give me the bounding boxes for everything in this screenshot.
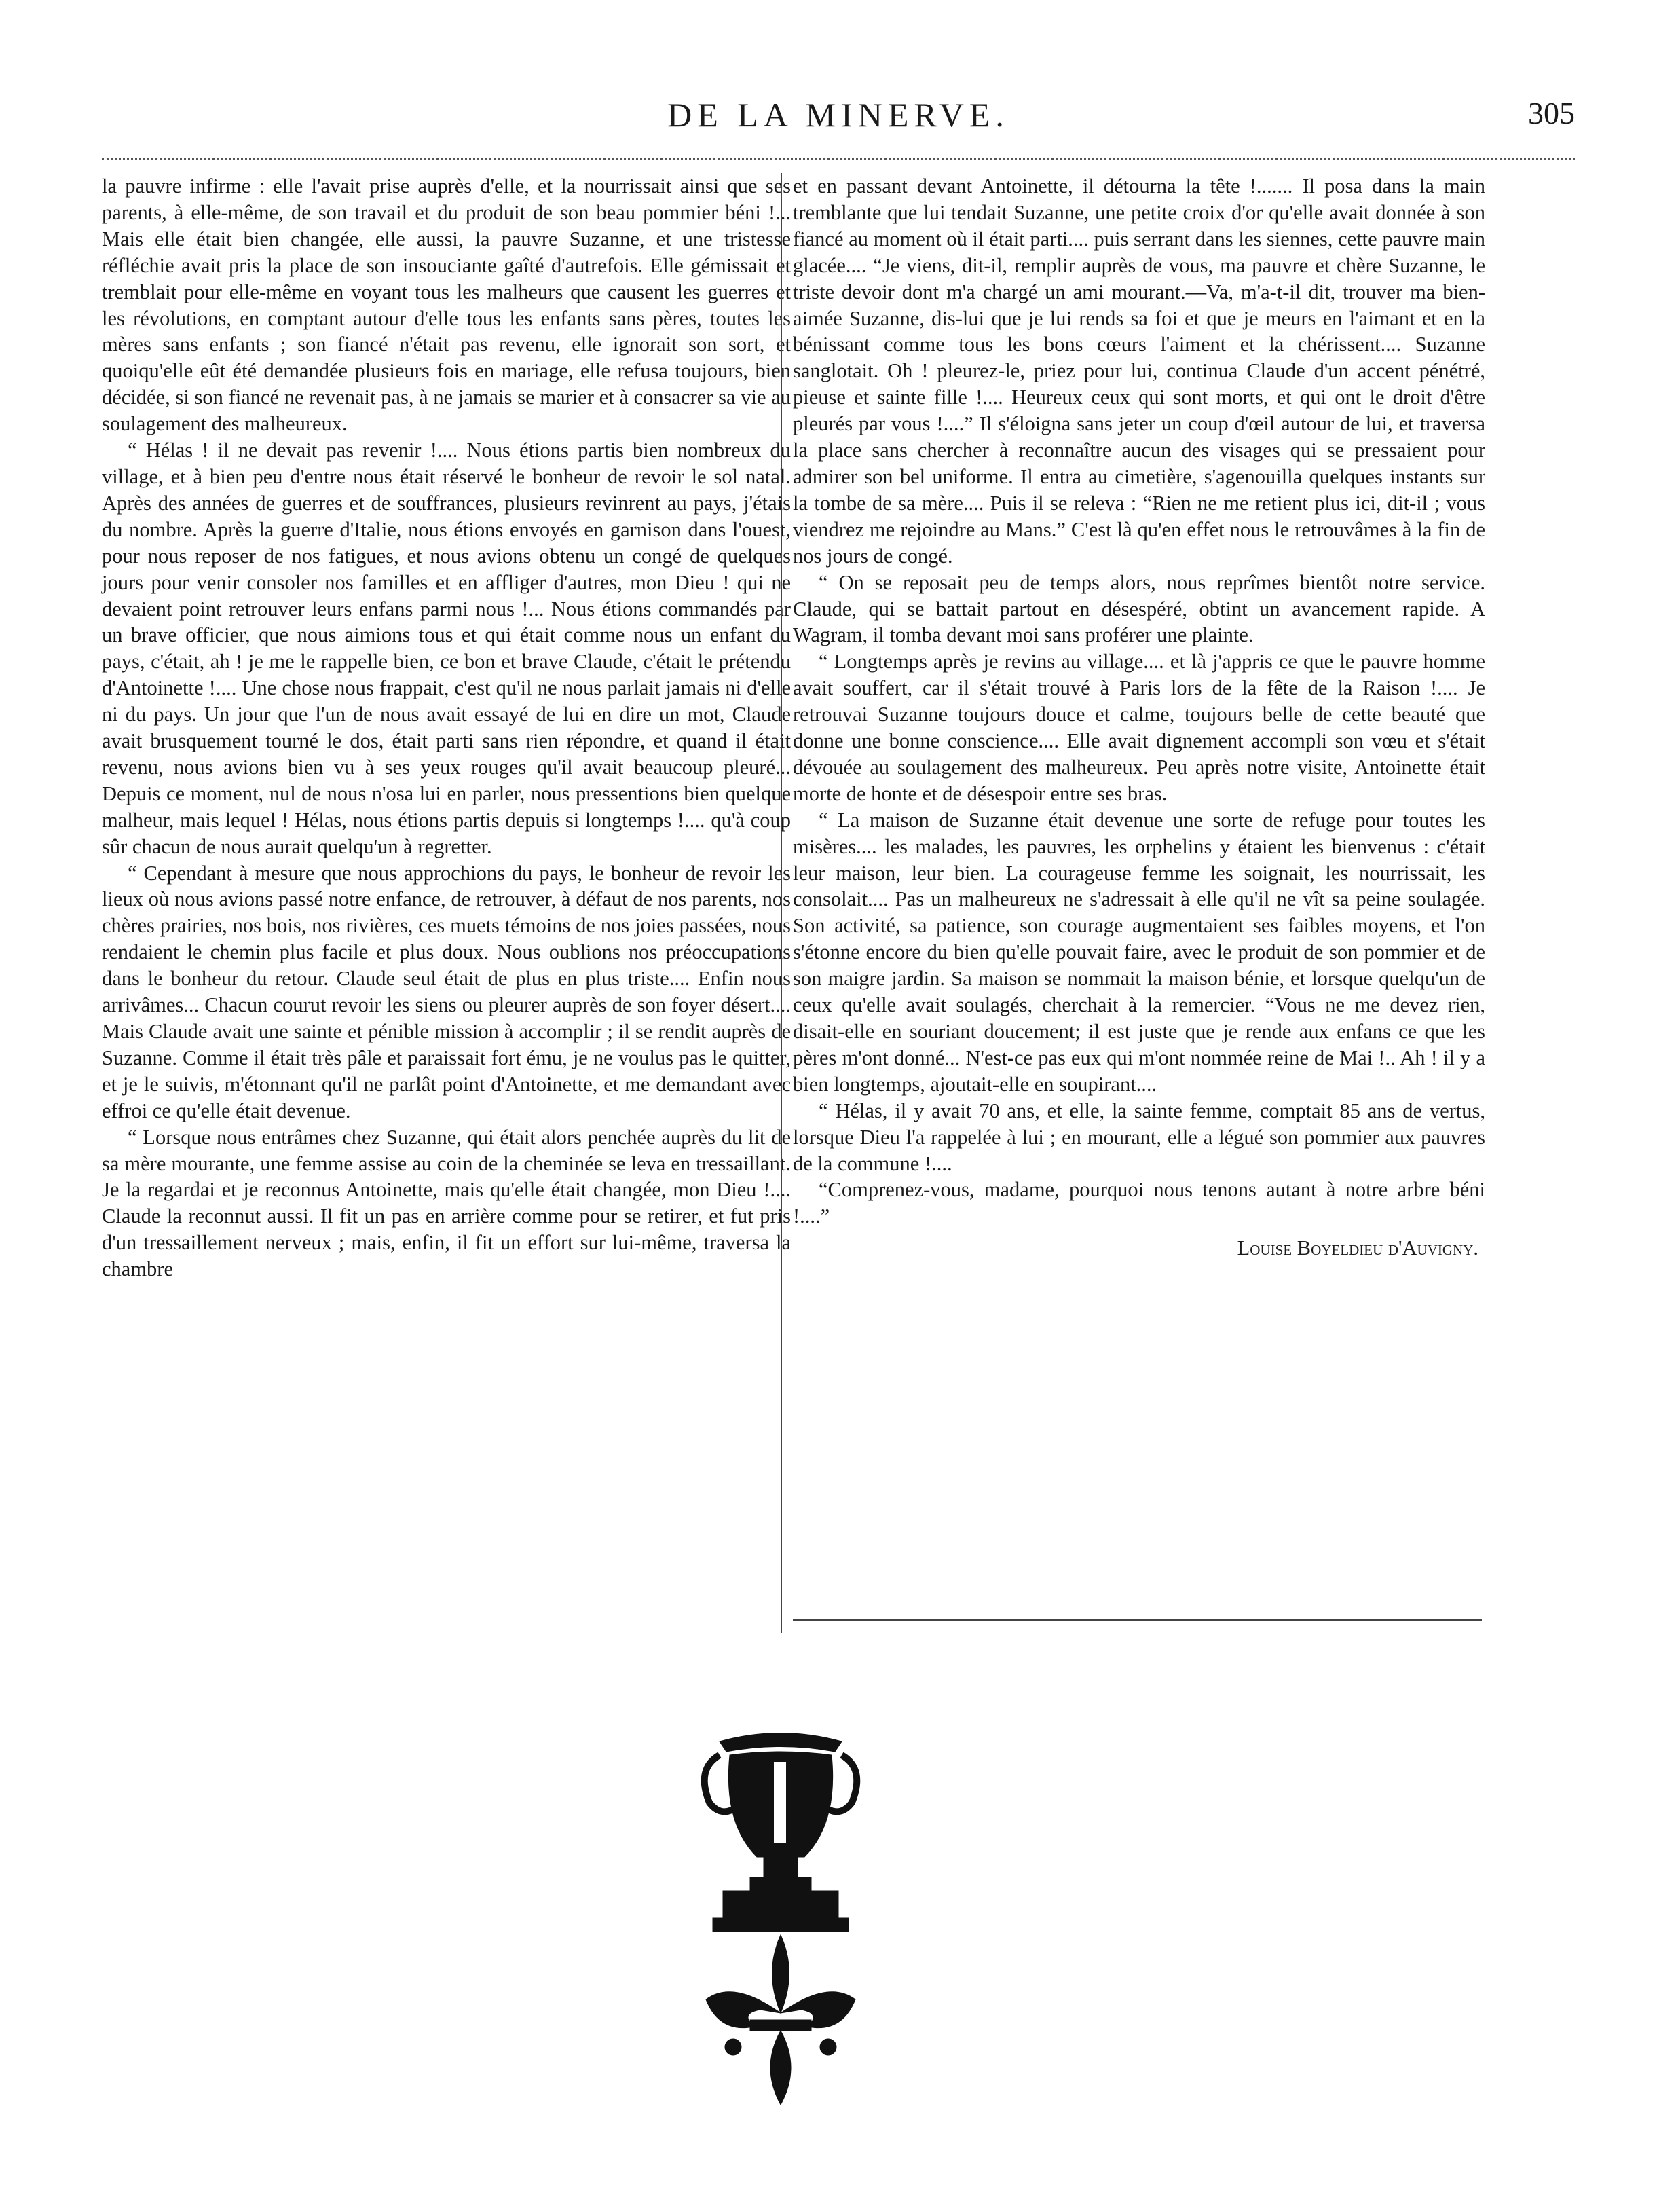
paragraph: “ Hélas ! il ne devait pas revenir !.... Nous étions partis bien nombreux du village, et à bien peu d'entre nous était réservé le bonheur de revoir le sol natal. Après des années de guerres et de souffrances, plusieurs revinrent au pays, j'étais du nombre. Après la guerre d'Italie, nous étions envoyés en garnison dans l'ouest, pour nous reposer de nos fatigues, et nous avions obtenu un congé de quelques jours pour venir consoler nos familles et en affliger d'autres, mon Dieu ! qui ne devaient point retrouver leurs enfans parmi nous !... Nous étions commandés par un brave officier, que nous aimions tous et qui était comme nous un enfant du pays, c'était, ah ! je me le rappelle bien, ce bon et brave Claude, c'était le prétendu d'Antoinette !.... Une chose nous frappait, c'est qu'il ne nous parlait jamais ni d'elle ni du pays. Un jour que l'un de nous avait essayé de lui en dire un mot, Claude avait brusquement tourné le dos, était parti sans rien répondre, et quand il était revenu, nous avions bien vu à ses yeux rouges qu'il avait beaucoup pleuré... Depuis ce moment, nul de nous n'osa lui en parler, nous pressentions bien quelque malheur, mais lequel ! Hélas, nous étions partis depuis si longtemps !.... qu'à coup sûr chacun de nous aurait quelqu'un à regretter. bbox=[102, 439, 791, 858]
paragraph: “Comprenez-vous, madame, pourquoi nous tenons autant à notre arbre béni !....” bbox=[793, 1178, 1485, 1228]
paragraph: “ Cependant à mesure que nous approchions du pays, le bonheur de revoir les lieux où nous avions passé notre enfance, de retrouver, à défaut de nos parents, nos chères prairies, nos bois, nos rivières, ces muets témoins de nos joies passées, nous rendaient le chemin plus facile et plus doux. Nous oublions nos préoccupations dans le bonheur du retour. Claude seul était de plus en plus triste.... Enfin nous arrivâmes... Chacun courut revoir les siens ou pleurer auprès de son foyer désert.... Mais Claude avait une sainte et pénible mission à accomplir ; il se rendit auprès de Suzanne. Comme il était très pâle et paraissait fort ému, je ne voulus pas le quitter, et je le suivis, m'étonnant qu'il ne parlât point d'Antoinette, et me demandant avec effroi ce qu'elle était devenue. bbox=[102, 861, 791, 1122]
column-divider bbox=[781, 173, 782, 1633]
column-end-rule bbox=[793, 1619, 1482, 1621]
page-number: 305 bbox=[1528, 96, 1575, 130]
paragraph: “ Longtemps après je revins au village.... et là j'appris ce que le pauvre homme avait souffert, car il s'était trouvé à Paris lors de la fête de la Raison !.... Je retrouvai Suzanne toujours douce et calme, toujours belle de cette beauté que donne une bonne conscience.... Elle avait dignement accompli son vœu et s'était dévouée au soulagement des malheureux. Peu après notre visite, Antoinette était morte de honte et de désespoir entre ses bras. bbox=[793, 650, 1485, 805]
running-title: DE LA MINERVE. bbox=[667, 96, 1009, 134]
page-header bbox=[102, 95, 1575, 149]
header-rule bbox=[102, 158, 1575, 166]
left-column bbox=[102, 173, 791, 1283]
urn-with-fleur-de-lis-icon bbox=[692, 1728, 869, 2108]
paragraph: la pauvre infirme : elle l'avait prise auprès d'elle, et la nourrissait ainsi que ses parents, à elle-même, de son travail et du produit de son beau pommier béni !... Mais elle était bien changée, elle aussi, la pauvre Suzanne, et une tristesse réfléchie avait pris la place de son insouciante gaîté d'autrefois. Elle gémissait et tremblait pour elle-même en voyant tous les malheurs que causent les guerres et les révolutions, en comptant autour d'elle tous les enfants sans pères, toutes les mères sans enfants ; son fiancé n'était pas revenu, elle ignorait son sort, et quoiqu'elle eût été demandée plusieurs fois en mariage, elle refusa toujours, bien décidée, si son fiancé ne revenait pas, à ne jamais se marier et à consacrer sa vie au soulagement des malheureux. bbox=[102, 174, 791, 436]
paragraph: et en passant devant Antoinette, il détourna la tête !....... Il posa dans la main tremblante que lui tendait Suzanne, une petite croix d'or qu'elle avait donnée à son fiancé au moment où il était parti.... puis serrant dans les siennes, cette pauvre main glacée.... “Je viens, dit-il, remplir auprès de vous, ma pauvre et chère Suzanne, le triste devoir dont m'a chargé un ami mourant.—Va, m'a-t-il dit, trouver ma bien-aimée Suzanne, dis-lui que je lui rends sa foi et que je meurs en l'aimant et en la bénissant comme tous les bons cœurs l'aiment et la chérissent.... Suzanne sanglotait. Oh ! pleurez-le, priez pour lui, continua Claude d'un accent pénétré, pieuse et sainte fille !.... Heureux ceux qui sont morts, et qui ont le droit d'être pleurés par vous !....” Il s'éloigna sans jeter un coup d'œil autour de lui, et traversa la place sans chercher à reconnaître aucun des visages qui se pressaient pour admirer son bel uniforme. Il entra au cimetière, s'agenouilla quelques instants sur la tombe de sa mère.... Puis il se releva : “Rien ne me retient plus ici, dit-il ; vous viendrez me rejoindre au Mans.” C'est là qu'en effet nous le retrouvâmes à la fin de nos jours de congé. bbox=[793, 174, 1485, 568]
right-column bbox=[793, 173, 1485, 1261]
paragraph: “ Lorsque nous entrâmes chez Suzanne, qui était alors penchée auprès du lit de sa mère mourante, une femme assise au coin de la cheminée se leva en tressaillant. Je la regardai et je reconnus Antoinette, mais qu'elle était changée, mon Dieu !.... Claude la reconnut aussi. Il fit un pas en arrière comme pour se retirer, et fut pris d'un tressaillement nerveux ; mais, enfin, il fit un effort sur lui-même, traversa la chambre bbox=[102, 1125, 791, 1281]
author-signature: Louise Boyeldieu d'Auvigny. bbox=[1237, 1236, 1478, 1260]
paragraph: “ On se reposait peu de temps alors, nous reprîmes bientôt notre service. Claude, qui se battait partout en désespéré, obtint un avancement rapide. A Wagram, il tomba devant moi sans proférer une plainte. bbox=[793, 570, 1485, 647]
paragraph: “ La maison de Suzanne était devenue une sorte de refuge pour toutes les misères.... les malades, les pauvres, les orphelins y étaient les bienvenus : c'était leur maison, leur bien. La courageuse femme les soignait, les nourrissait, les consolait.... Pas un malheureux ne s'adressait à elle qu'il ne vît sa peine soulagée. Son activité, sa patience, son courage augmentaient ses faibles moyens, et l'on s'étonne encore du bien qu'elle pouvait faire, avec le produit de son pommier et de son maigre jardin. Sa maison se nommait la maison bénie, et lorsque quelqu'un de ceux qu'elle avait soulagés, cherchait à la remercier. “Vous ne me devez rien, disait-elle en souriant doucement; il est juste que je rende aux enfans ce que les pères m'ont donné... N'est-ce pas eux qui m'ont nommée reine de Mai !.. Ah ! il y a bien longtemps, ajoutait-elle en soupirant.... bbox=[793, 808, 1485, 1096]
paragraph: “ Hélas, il y avait 70 ans, et elle, la sainte femme, comptait 85 ans de vertus, lorsque Dieu l'a rappelée à lui ; en mourant, elle a légué son pommier aux pauvres de la commune !.... bbox=[793, 1099, 1485, 1175]
